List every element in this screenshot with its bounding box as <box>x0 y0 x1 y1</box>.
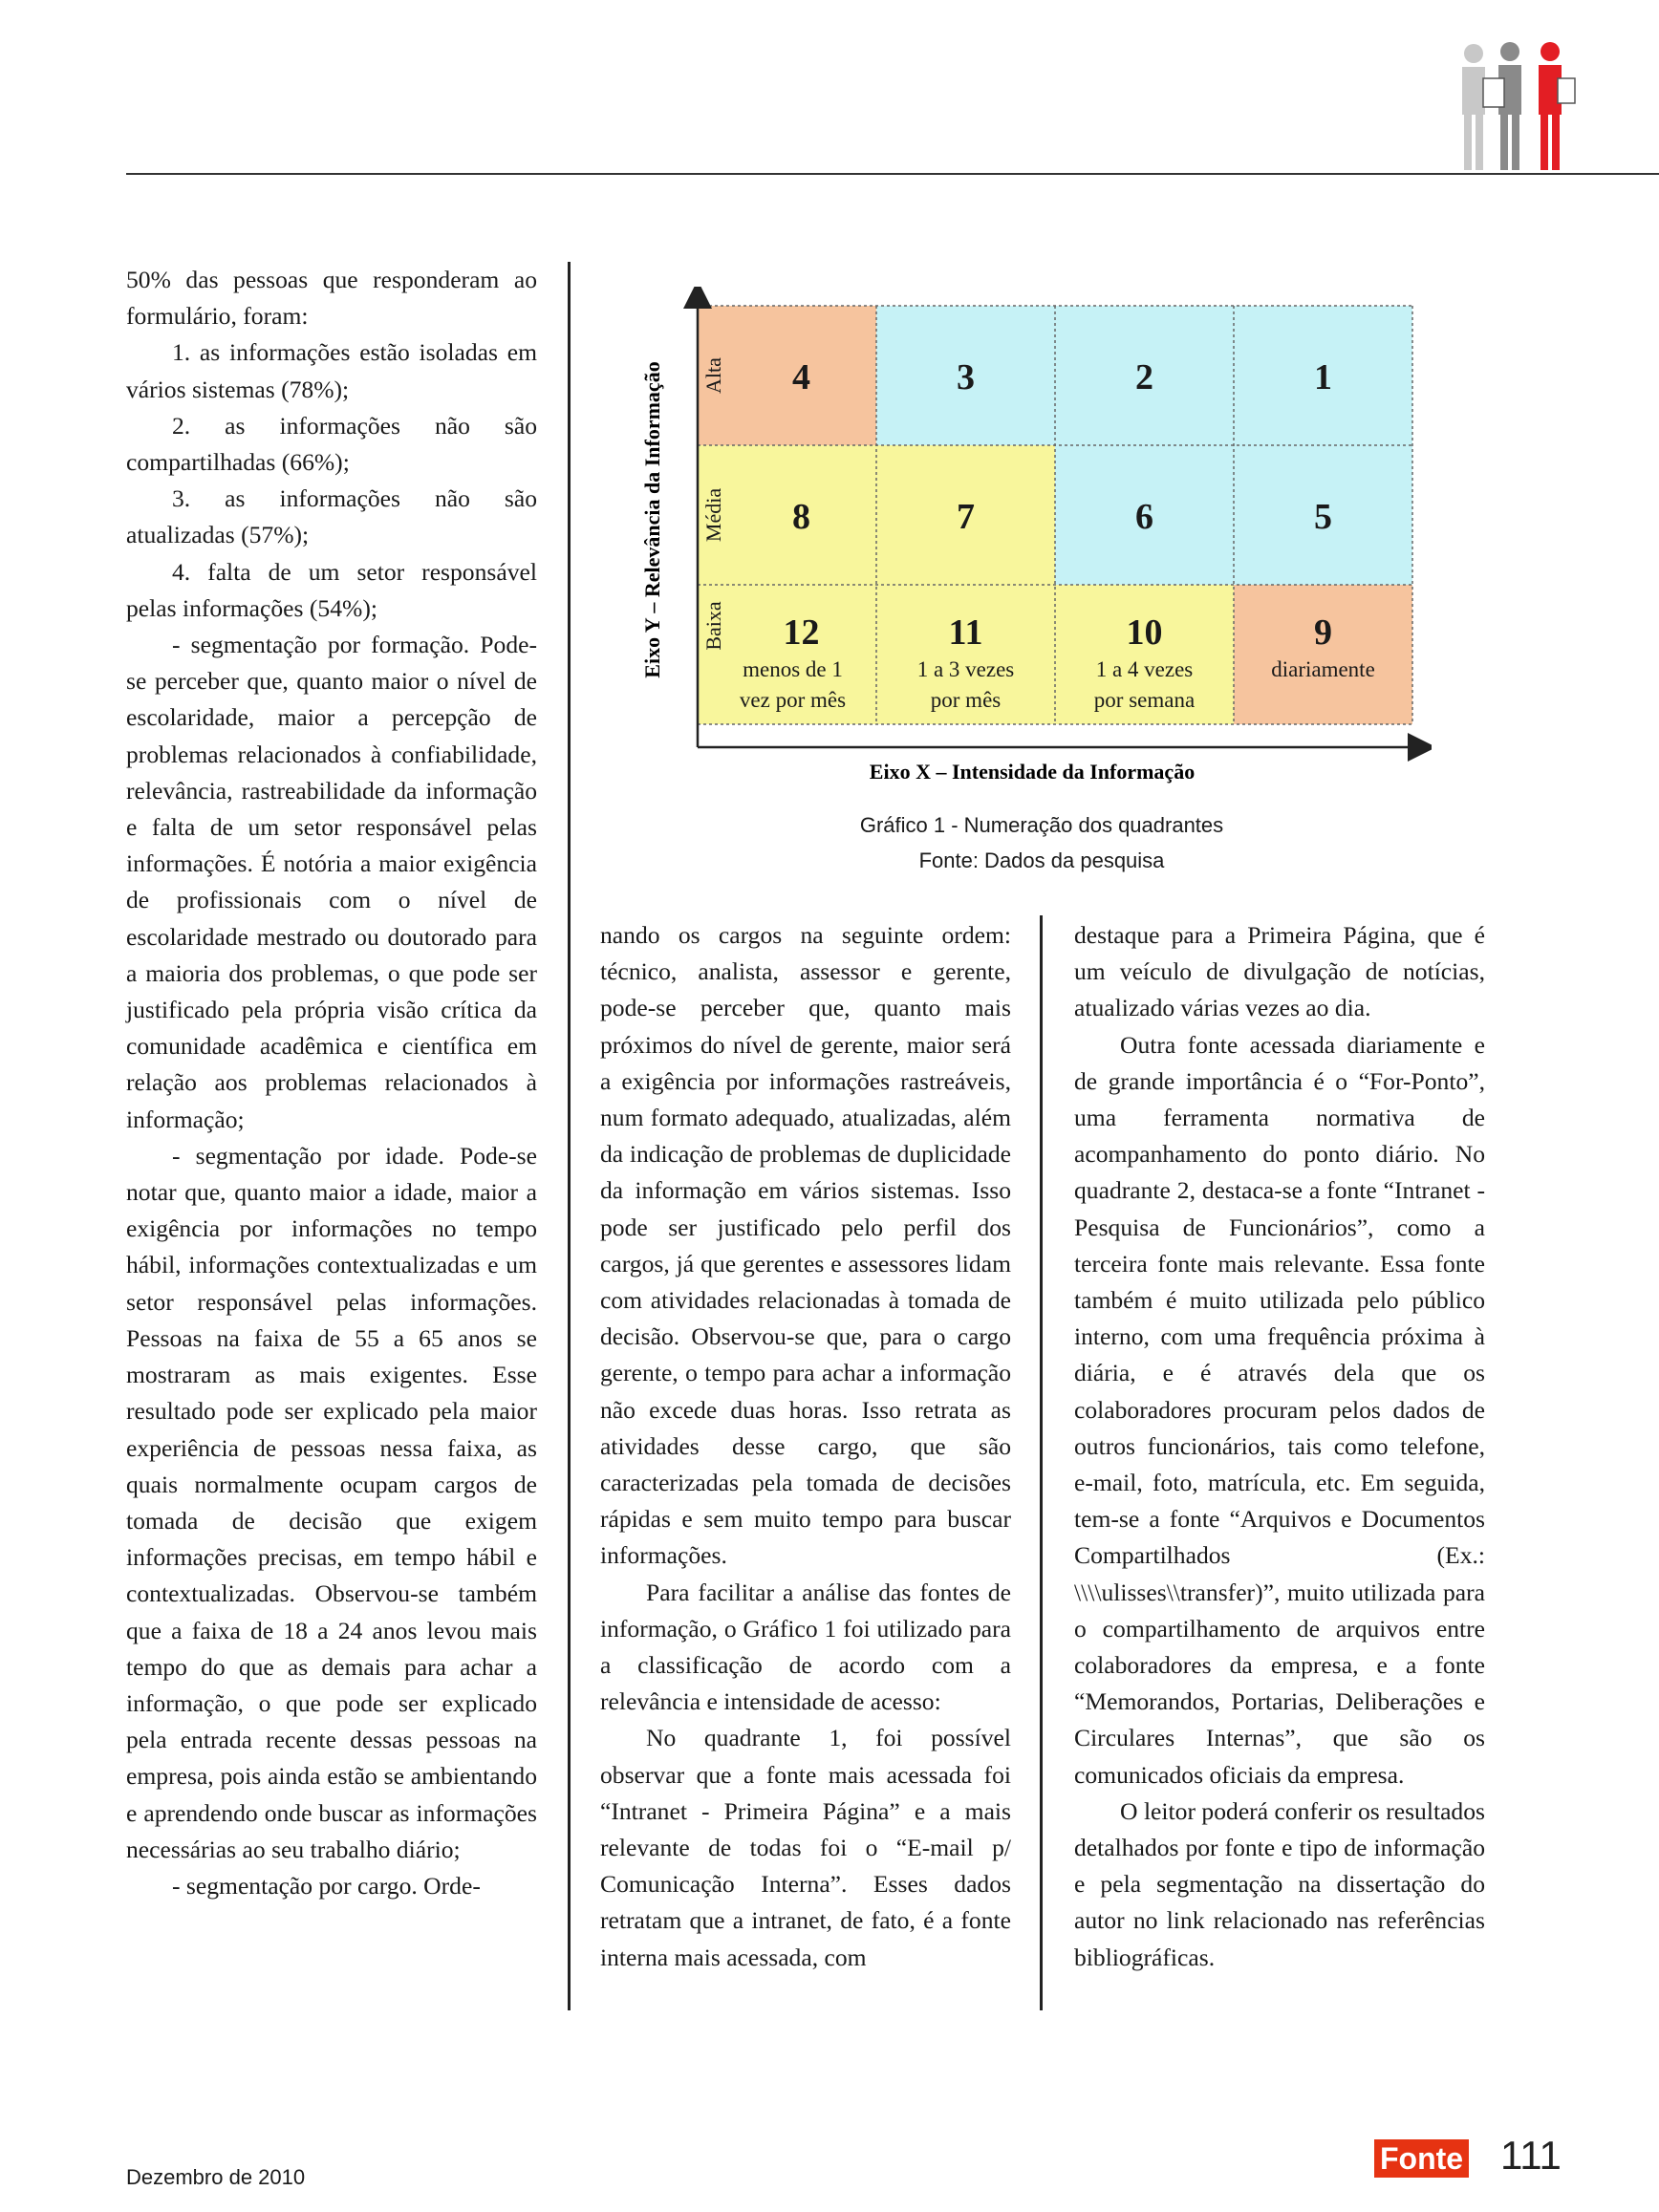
paragraph: Outra fonte acessada diariamente e de grande importância é o “For-Ponto”, uma ferramenta normativa de acompanhamento do ponto diário. No quadrante 2, destaca-se a fonte “Intranet - Pesquisa de Funcionários”, como a terceira fonte mais relevante. Essa fonte também é muito utilizada pelo público interno, com uma frequência próxima à diária, e é através dela que os colaboradores procuram pelos dados de outros funcionários, tais como telefone, e-mail, foto, matrícula, etc. Em seguida, tem-se a fonte “Arquivos e Documentos Compartilhados (Ex.: \\\\ulisses\\transfer)”, muito utilizada para o compartilhamento de arquivos entre colaboradores da empresa, e a fonte “Memorandos, Portarias, Deliberações e Circulares Internas”, que são os comunicados oficiais da empresa. <box>1074 1030 1485 1789</box>
text-column-3 <box>1074 917 1485 1976</box>
paragraph: 50% das pessoas que responderam ao formulário, foram: <box>126 266 537 331</box>
paragraph: - segmentação por cargo. Orde- <box>172 1871 481 1900</box>
quadrant-cell <box>1234 585 1412 724</box>
figure-caption: Gráfico 1 - Numeração dos quadrantes <box>859 813 1224 837</box>
quadrant-number: 6 <box>1135 497 1153 537</box>
text-column-1 <box>126 262 537 1904</box>
column-divider <box>568 262 571 2010</box>
paragraph: Para facilitar a análise das fontes de informação, o Gráfico 1 foi utilizado para a classificação de acordo com a relevância e intensidade de acesso: <box>600 1578 1011 1716</box>
footer-date: Dezembro de 2010 <box>126 2165 306 2189</box>
quadrant-number: 9 <box>1314 612 1332 653</box>
y-category-label: Alta <box>701 357 725 394</box>
x-category-label: vez por mês <box>739 688 847 712</box>
quadrant-number: 12 <box>783 612 820 653</box>
quadrant-number: 5 <box>1314 497 1332 537</box>
x-category-label: menos de 1 <box>743 657 843 681</box>
text-column-2 <box>600 917 1011 1976</box>
quadrant-number: 11 <box>948 612 983 653</box>
figure-source: Fonte: Dados da pesquisa <box>918 848 1165 872</box>
x-category-label: por mês <box>930 688 1002 712</box>
quadrant-number: 3 <box>957 357 975 397</box>
x-category-label: 1 a 3 vezes <box>916 657 1015 681</box>
paragraph: - segmentação por formação. Pode-se perceber que, quanto maior o nível de escolaridade, maior a percepção de problemas relacionados à confiabilidade, relevância, rastreabilidade da informação e falta de um setor responsável pelas informações. É notória a maior exigência de profissionais com o nível de escolaridade mestrado ou doutorado para a maioria dos problemas, o que pode ser justificado pela própria visão crítica da comunidade acadêmica e científica em relação aos problemas relacionados à informação; <box>126 631 537 1133</box>
quadrant-number: 8 <box>791 497 810 537</box>
list-item: 2. as informações não são compartilhadas (66%); <box>126 411 537 477</box>
x-category-label: diariamente <box>1271 657 1375 681</box>
magazine-logo: Fonte <box>1374 2139 1469 2178</box>
list-item: 3. as informações não são atualizadas (57%); <box>126 484 537 549</box>
paragraph: - segmentação por idade. Pode-se notar que, quanto maior a idade, maior a exigência por informações no tempo hábil, informações contextualizadas e um setor responsável pelas informações. Pessoas na faixa de 55 a 65 anos se mostraram as mais exigentes. Esse resultado pode ser explicado pela maior experiência de pessoas nessa faixa, as quais normalmente ocupam cargos de tomada de decisão que exigem informações precisas, em tempo hábil e contextualizadas. Observou-se também que a faixa de 18 a 24 anos levou mais tempo do que as demais para achar a informação, o que pode ser explicado pela entrada recente dessas pessoas na empresa, pois ainda estão se ambientando e aprendendo onde buscar as informações necessárias ao seu trabalho diário; <box>126 1141 537 1863</box>
quadrant-chart <box>638 287 1432 803</box>
y-axis-title: Eixo Y – Relevância da Informação <box>640 361 664 678</box>
quadrant-number: 1 <box>1314 357 1332 397</box>
quadrant-number: 10 <box>1126 612 1163 653</box>
quadrant-number: 7 <box>957 497 975 537</box>
y-category-label: Média <box>701 487 725 543</box>
list-item: 4. falta de um setor responsável pelas informações (54%); <box>126 557 537 622</box>
column-divider <box>1040 915 1043 2010</box>
list-item: 1. as informações estão isoladas em vários sistemas (78%); <box>126 338 537 403</box>
y-category-label: Baixa <box>701 601 725 651</box>
x-category-label: 1 a 4 vezes <box>1095 657 1194 681</box>
paragraph: O leitor poderá conferir os resultados detalhados por fonte e tipo de informação e pela segmentação na dissertação do autor no link relacionado nas referências bibliográficas. <box>1074 1796 1485 1971</box>
header-rule <box>126 173 1659 175</box>
quadrant-number: 2 <box>1135 357 1153 397</box>
people-logo-icon <box>1445 40 1588 174</box>
x-category-label: por semana <box>1093 688 1196 712</box>
paragraph: nando os cargos na seguinte ordem: técnico, analista, assessor e gerente, pode-se perceber que, quanto mais próximos do nível de gerente, maior será a exigência por informações rastreáveis, num formato adequado, atualizadas, além da indicação de problemas de duplicidade da informação em vários sistemas. Isso pode ser justificado pelo perfil dos cargos, já que gerentes e assessores lidam com atividades relacionadas à tomada de decisão. Observou-se que, para o cargo gerente, o tempo para achar a informação não excede duas horas. Isso retrata as atividades desse cargo, que são caracterizadas pela tomada de decisões rápidas e sem muito tempo para buscar informações. <box>600 921 1011 1570</box>
page-number: 111 <box>1500 2133 1562 2178</box>
paragraph: No quadrante 1, foi possível observar que a fonte mais acessada foi “Intranet - Primeira Página” e a mais relevante de todas foi o “E-mail p/ Comunicação Interna”. Esses dados retratam que a intranet, de fato, é a fonte interna mais acessada, com <box>600 1724 1011 1971</box>
x-axis-title: Eixo X – Intensidade da Informação <box>869 760 1196 784</box>
paragraph: destaque para a Primeira Página, que é um veículo de divulgação de notícias, atualizado várias vezes ao dia. <box>1074 921 1485 1022</box>
quadrant-number: 4 <box>791 357 810 397</box>
